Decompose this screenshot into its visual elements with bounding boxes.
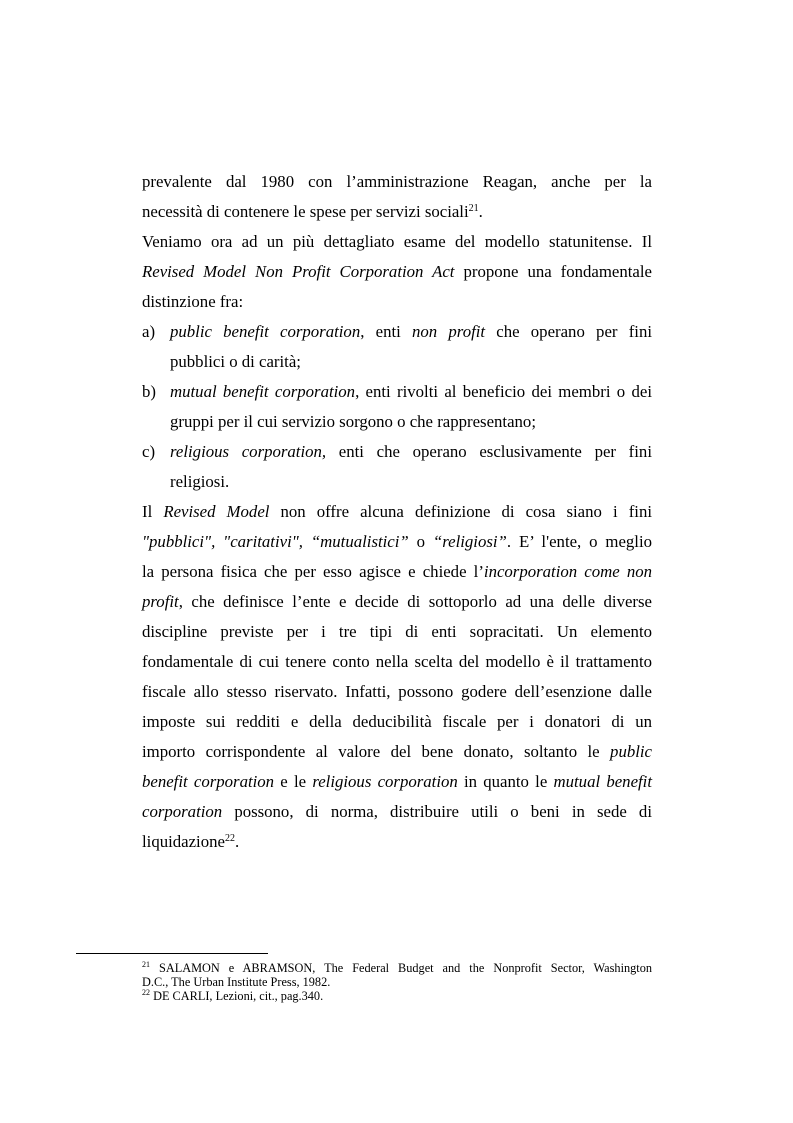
italic-term: public benefit corporation: [170, 322, 361, 341]
paragraph-line: [142, 557, 652, 587]
italic-term: religious corporation: [312, 772, 458, 791]
paragraph-line: distinzione fra:: [142, 292, 244, 311]
paragraph-line: fondamentale di cui tenere conto nella scelta del modello è il trattamento: [142, 652, 652, 671]
footnote-21-continuation: D.C., The Urban Institute Press, 1982.: [142, 975, 331, 989]
footnote-ref-21[interactable]: 21: [468, 203, 479, 214]
paragraph-line: [142, 257, 652, 287]
text-run: , che definisce l’ente e decide di sottoporlo ad una delle diverse: [178, 592, 652, 611]
footnotes: [142, 961, 652, 1003]
italic-term: profit: [142, 592, 179, 611]
paragraph-line: [142, 737, 652, 767]
paragraph-line: fiscale allo stesso riservato. Infatti, possono godere dell’esenzione dalle: [142, 682, 652, 701]
paragraph-line: [142, 197, 652, 227]
list-item-a: [142, 317, 652, 347]
footnote-number: 22: [142, 988, 150, 997]
text-run: la persona fisica che per esso agisce e chiede l’: [142, 562, 484, 581]
italic-term: incorporation come non: [483, 562, 652, 581]
paragraph-line: imposte sui redditi e della deducibilità fiscale per i donatori di un: [142, 712, 652, 731]
text-run: , enti: [360, 322, 413, 341]
text-run: .: [478, 202, 483, 221]
italic-term: religious corporation,: [170, 442, 327, 461]
text-run: che operano per fini: [485, 322, 652, 341]
footnote-21: [142, 961, 652, 975]
italic-term: non profit: [412, 322, 486, 341]
paragraph-line: [142, 827, 652, 857]
footnote-separator: [76, 953, 268, 954]
italic-term: mutual benefit corporation: [170, 382, 356, 401]
text-run: o: [408, 532, 433, 551]
text-run: propone una fondamentale: [454, 262, 652, 281]
text-run: in quanto le: [457, 772, 554, 791]
list-item-b: [142, 377, 652, 407]
italic-term: "pubblici", "caritativi", “mutualistici”: [142, 532, 409, 551]
italic-term: Revised Model: [163, 502, 270, 521]
text-run: . E’ l'ente, o meglio: [506, 532, 652, 551]
paragraph-line: [142, 497, 652, 527]
list-item-b-continuation: gruppi per il cui servizio sorgono o che rappresentano;: [170, 412, 536, 431]
text-run: , enti rivolti al beneficio dei membri o dei: [355, 382, 652, 401]
list-item-c-continuation: religiosi.: [170, 472, 230, 491]
text-run: non offre alcuna definizione di cosa siano i fini: [269, 502, 652, 521]
italic-term: corporation: [142, 802, 223, 821]
paragraph-line: Veniamo ora ad un più dettagliato esame del modello statunitense. Il: [142, 232, 652, 251]
paragraph-line: prevalente dal 1980 con l’amministrazione Reagan, anche per la: [142, 172, 652, 191]
footnote-ref-22[interactable]: 22: [224, 833, 235, 844]
footnote-number: 21: [142, 960, 150, 969]
text-run: e le: [274, 772, 313, 791]
text-run: enti che operano esclusivamente per fini: [326, 442, 652, 461]
text-run: necessità di contenere le spese per servizi sociali: [142, 202, 469, 221]
text-run: importo corrispondente al valore del bene donato, soltanto le: [142, 742, 611, 761]
italic-term: mutual benefit: [553, 772, 653, 791]
paragraph-line: [142, 797, 652, 827]
paragraph-line: [142, 527, 652, 557]
list-item-c: [142, 437, 652, 467]
footnote-text: SALAMON e ABRAMSON, The Federal Budget and the Nonprofit Sector, Washington: [150, 961, 652, 975]
list-marker: b): [142, 382, 156, 401]
text-run: Il: [142, 502, 164, 521]
body-text: [142, 167, 652, 857]
list-item-a-continuation: pubblici o di carità;: [170, 352, 301, 371]
text-run: liquidazione: [142, 832, 225, 851]
act-title: Revised Model Non Profit Corporation Act: [142, 262, 455, 281]
text-run: .: [234, 832, 240, 851]
paragraph-line: [142, 587, 652, 617]
list-marker: c): [142, 442, 156, 461]
list-marker: a): [142, 322, 156, 341]
italic-term: “religiosi”: [432, 532, 507, 551]
italic-term: public: [610, 742, 652, 761]
text-run: possono, di norma, distribuire utili o beni in sede di: [222, 802, 652, 821]
footnote-text: DE CARLI, Lezioni, cit., pag.340.: [150, 989, 324, 1003]
italic-term: benefit corporation: [142, 772, 275, 791]
paragraph-line: [142, 767, 652, 797]
paragraph-line: discipline previste per i tre tipi di enti sopracitati. Un elemento: [142, 622, 652, 641]
footnote-22: [142, 989, 652, 1003]
